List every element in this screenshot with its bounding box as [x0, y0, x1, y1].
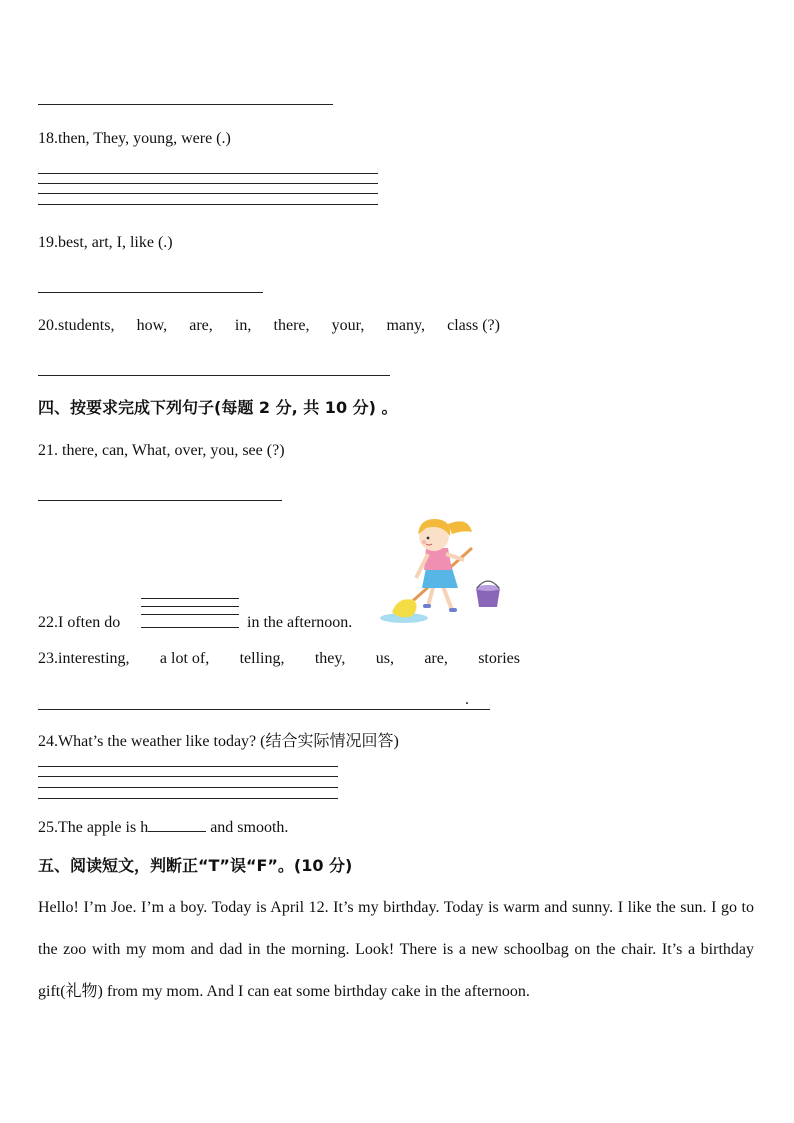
word-token: stories	[478, 650, 520, 667]
end-period-23: .	[465, 691, 469, 708]
fill-line-22d	[141, 627, 239, 628]
word-token: are,	[189, 317, 213, 334]
word-token: interesting,	[58, 650, 130, 667]
answer-line-24b	[38, 776, 338, 777]
answer-line-18b	[38, 183, 378, 184]
question-number: 19.	[38, 234, 58, 251]
fill-line-22a	[141, 598, 239, 599]
reading-passage: Hello! I’m Joe. I’m a boy. Today is April 12. It’s my birthday. Today is warm and sunny. I like the sun. I go to the zoo with my mom and dad in the morning. Look! There is a new schoolbag on the chair. It’s a birthday gift(礼物) from my mom. And I can eat some birthday cake in the afternoon.	[38, 899, 754, 1000]
word-token: many,	[386, 317, 425, 334]
answer-line-18c	[38, 193, 378, 194]
fill-line-22b	[141, 606, 239, 607]
question-number: 21	[38, 442, 54, 459]
question-number: 25.	[38, 819, 58, 836]
question-23	[38, 649, 524, 669]
answer-line-17	[38, 104, 333, 105]
word-token: class (?)	[447, 317, 500, 334]
sentence-start: I often do	[58, 614, 121, 631]
question-number: 24.	[38, 733, 58, 750]
word-token: they,	[314, 650, 346, 667]
question-number: 20.	[38, 317, 58, 334]
question-24	[38, 732, 399, 752]
word-token: are,	[424, 650, 448, 667]
fill-line-22c	[141, 614, 239, 615]
word-token: in,	[234, 317, 252, 334]
question-number: 22.	[38, 614, 58, 631]
word-token: your,	[331, 317, 365, 334]
girl-mopping-floor-illustration	[376, 512, 506, 627]
word-token: students,	[58, 317, 115, 334]
question-18	[38, 129, 231, 149]
word-token: telling,	[239, 650, 285, 667]
section-5-title: 五、阅读短文，判断正“T”误“F”。(10 分)	[38, 856, 353, 875]
answer-line-23	[38, 709, 490, 710]
question-22	[38, 613, 120, 633]
word-token: there,	[273, 317, 310, 334]
question-20	[38, 316, 504, 336]
question-25	[38, 815, 288, 838]
sentence-start: The apple is h	[58, 819, 149, 836]
question-number: 23.	[38, 650, 58, 667]
answer-line-24d	[38, 798, 338, 799]
sentence-end-22: in the afternoon.	[247, 614, 353, 631]
section-4-title: 四、按要求完成下列句子(每题 2 分, 共 10 分) 。	[38, 398, 398, 417]
answer-line-24c	[38, 787, 338, 788]
answer-line-24a	[38, 766, 338, 767]
fill-blank-25	[148, 815, 206, 832]
question-number: 18.	[38, 130, 58, 147]
answer-line-19	[38, 292, 263, 293]
answer-line-18d	[38, 204, 378, 205]
sentence-end: and smooth.	[210, 819, 289, 836]
word-token: us,	[375, 650, 394, 667]
question-words: . there, can, What, over, you, see (?)	[54, 442, 285, 459]
question-21	[38, 441, 285, 461]
answer-line-18a	[38, 173, 378, 174]
word-token: a lot of,	[159, 650, 210, 667]
answer-line-20	[38, 375, 390, 376]
question-text: What’s the weather like today? (结合实际情况回答)	[58, 733, 399, 750]
word-token: how,	[136, 317, 168, 334]
answer-line-21	[38, 500, 282, 501]
question-words: best, art, I, like (.)	[58, 234, 173, 251]
question-words: then, They, young, were (.)	[58, 130, 231, 147]
question-19	[38, 233, 173, 253]
